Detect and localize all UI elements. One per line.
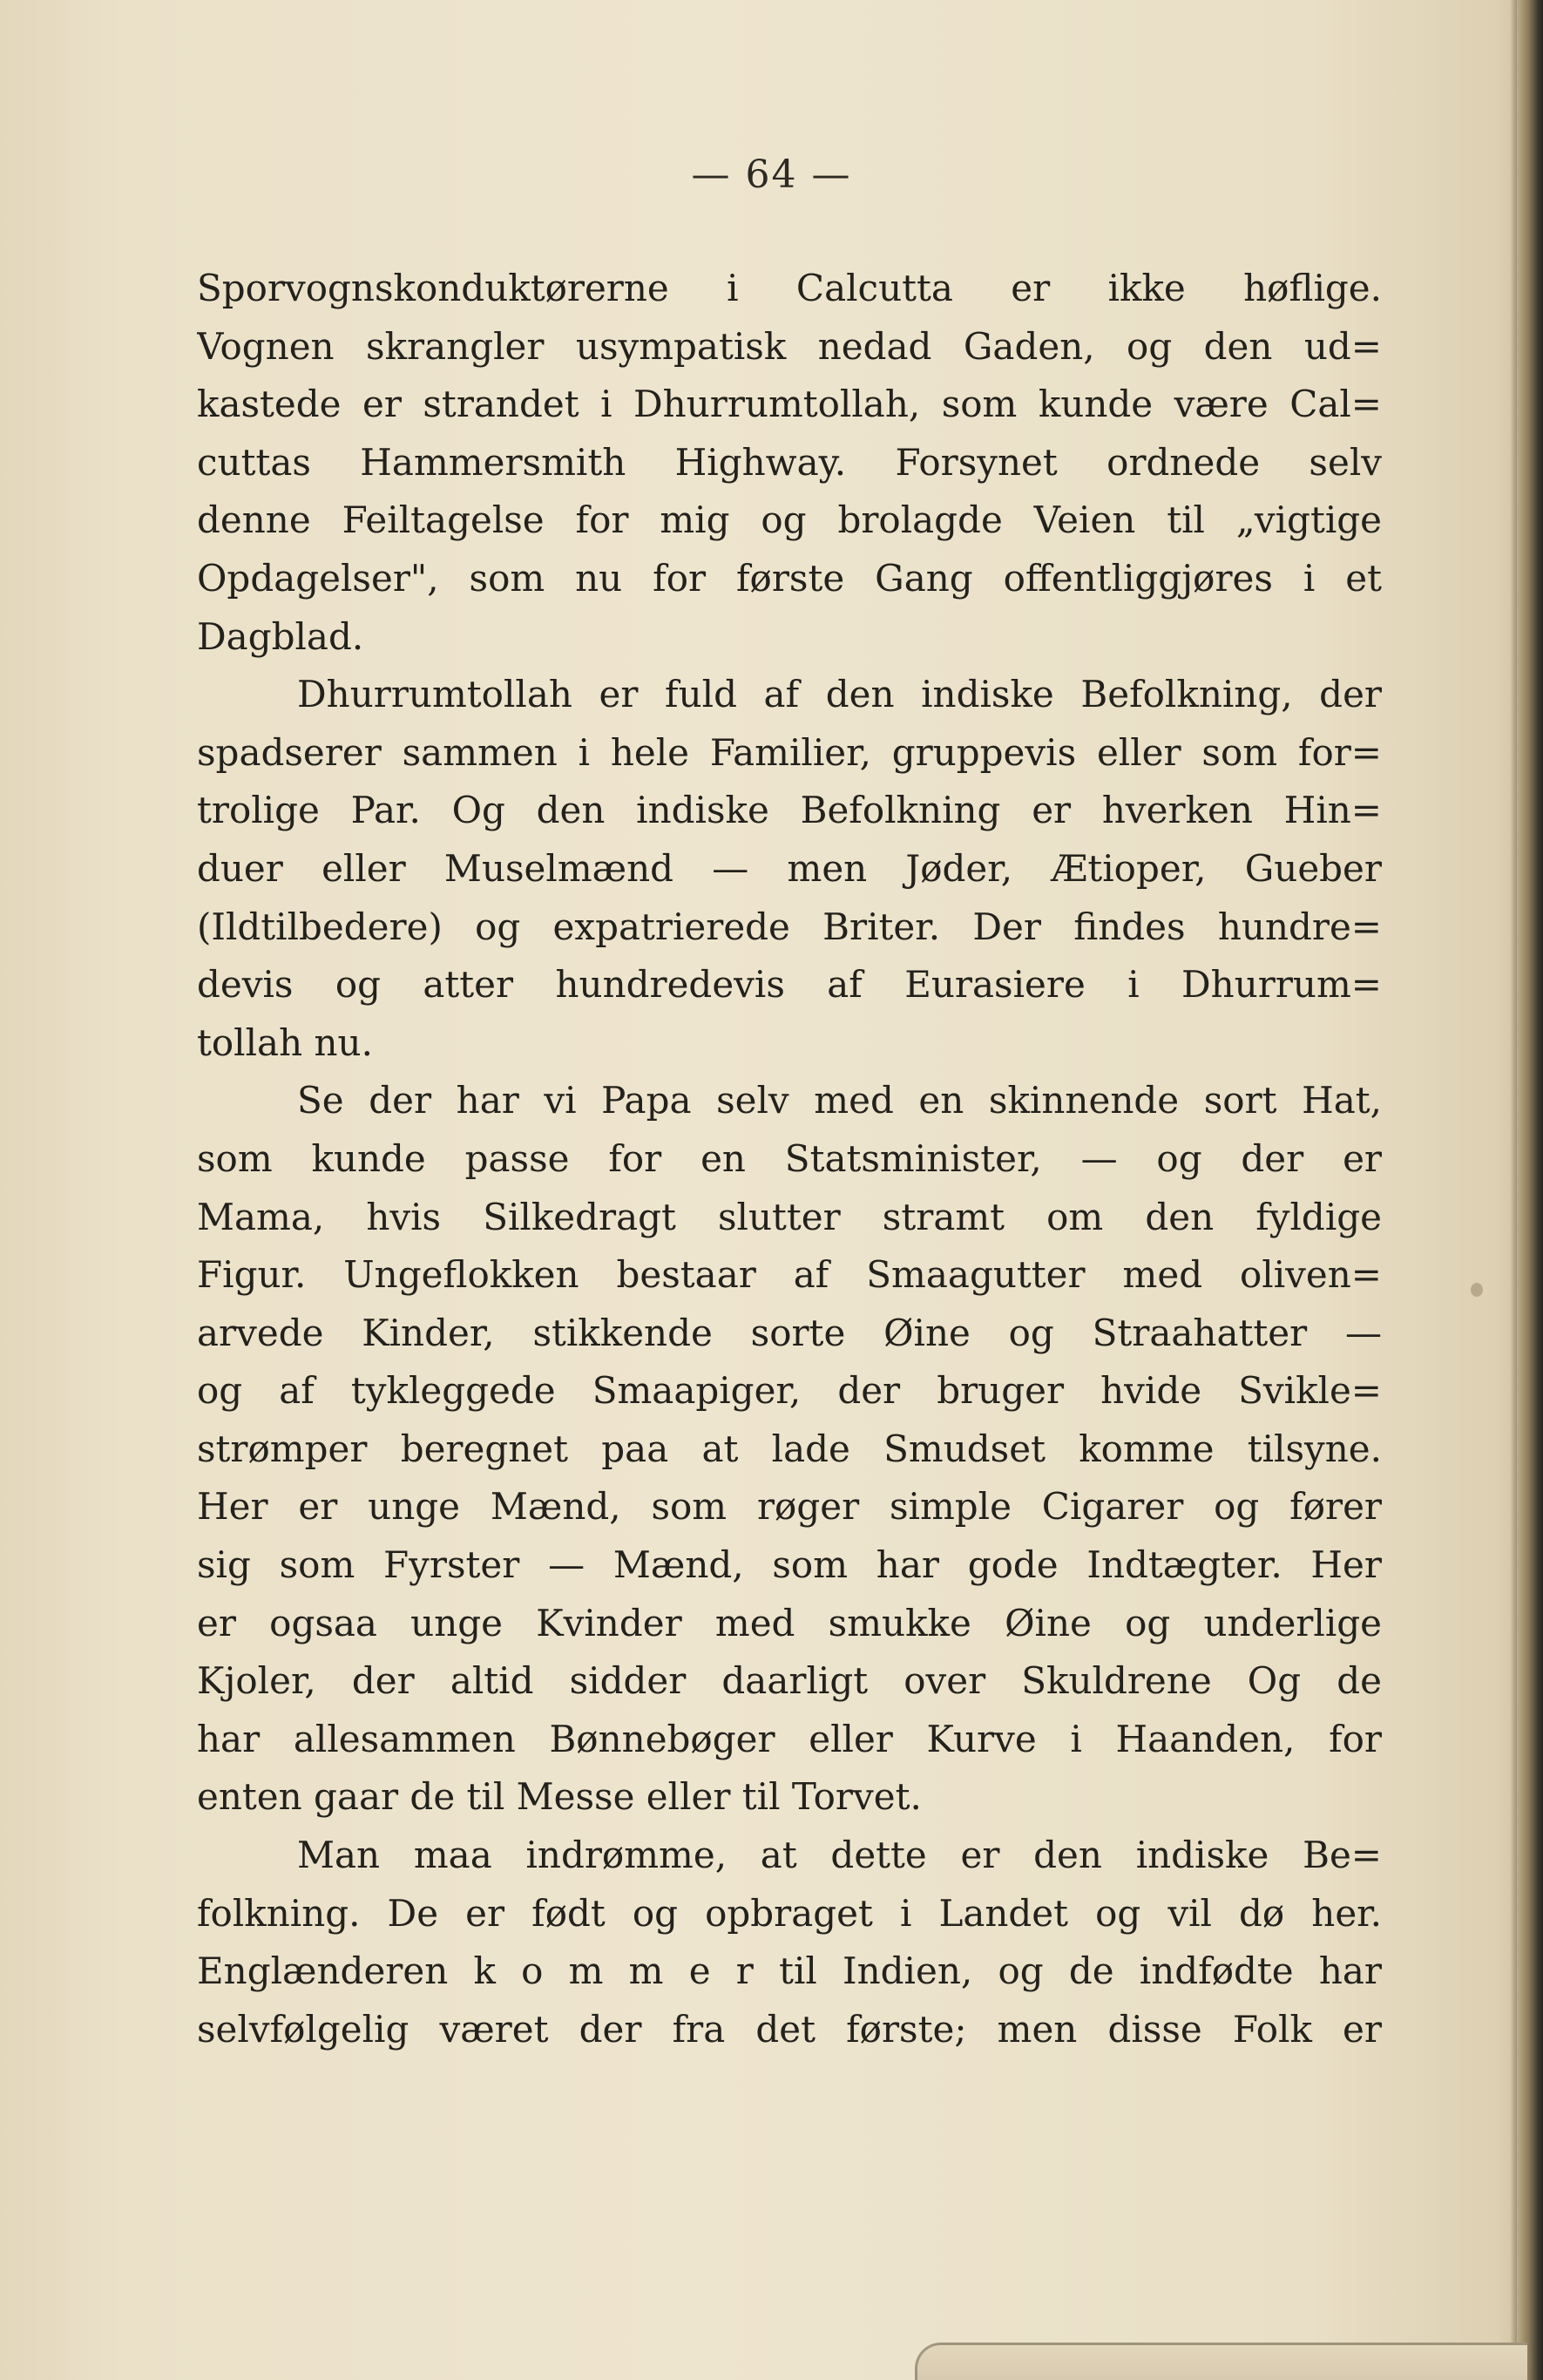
text-line: trolige Par. Og den indiske Befolkning er hverken Hin= — [197, 789, 1382, 832]
text-line: Man maa indrømme, at dette er den indiske Be= — [297, 1834, 1382, 1877]
paper-speck — [1471, 1283, 1483, 1297]
text-line: Dhurrumtollah er fuld af den indiske Befolkning, der — [297, 673, 1382, 716]
text-line: Englænderen k o m m e r til Indien, og de indfødte har — [197, 1949, 1382, 1993]
page-number: — 64 — — [691, 153, 852, 197]
text-line: Se der har vi Papa selv med en skinnende sort Hat, — [297, 1079, 1382, 1122]
text-line: Kjoler, der altid sidder daarligt over Skuldrene Og de — [197, 1659, 1382, 1703]
text-line: (Ildtilbedere) og expatrierede Briter. Der findes hundre= — [197, 905, 1382, 948]
text-line: som kunde passe for en Statsminister, — og der er — [197, 1136, 1382, 1180]
text-line: Figur. Ungeflokken bestaar af Smaagutter med oliven= — [197, 1253, 1382, 1297]
text-line: sig som Fyrster — Mænd, som har gode Indtægter. Her — [197, 1543, 1382, 1587]
body-text — [197, 260, 1382, 2058]
text-line: cuttas Hammersmith Highway. Forsynet ordnede selv — [197, 440, 1382, 484]
text-line: spadserer sammen i hele Familier, gruppevis eller som for= — [197, 730, 1382, 774]
text-line: Dagblad. — [197, 614, 364, 658]
text-line: strømper beregnet paa at lade Smudset komme tilsyne. — [197, 1427, 1382, 1470]
text-line: er ogsaa unge Kvinder med smukke Øine og underlige — [197, 1601, 1382, 1644]
text-line: enten gaar de til Messe eller til Torvet. — [197, 1775, 922, 1819]
text-line: har allesammen Bønnebøger eller Kurve i Haanden, for — [197, 1717, 1382, 1760]
text-line: Opdagelser", som nu for første Gang offentliggjøres i et — [197, 556, 1382, 600]
text-line: selvfølgelig været der fra det første; men disse Folk er — [197, 2007, 1382, 2051]
page-gutter-shadow — [1510, 0, 1517, 2380]
text-line: duer eller Muselmænd — men Jøder, Ætioper, Gueber — [197, 846, 1382, 890]
text-line: devis og atter hundredevis af Eurasiere i Dhurrum= — [197, 963, 1382, 1007]
text-line: Sporvognskonduktørerne i Calcutta er ikke høflige. — [197, 267, 1382, 309]
text-line: folkning. De er født og opbraget i Landet og vil dø her. — [197, 1891, 1382, 1935]
text-line: Mama, hvis Silkedragt slutter stramt om den fyldige — [197, 1195, 1382, 1238]
text-line: arvede Kinder, stikkende sorte Øine og Straahatter — — [197, 1311, 1382, 1354]
text-line: kastede er strandet i Dhurrumtollah, som kunde være Cal= — [197, 383, 1382, 426]
book-spine — [1517, 0, 1543, 2380]
text-line: og af tykleggede Smaapiger, der bruger hvide Svikle= — [197, 1369, 1382, 1413]
text-line: Her er unge Mænd, som røger simple Cigarer og fører — [197, 1485, 1382, 1529]
text-line: denne Feiltagelse for mig og brolagde Veien til „vigtige — [197, 498, 1382, 542]
text-line: tollah nu. — [197, 1020, 373, 1064]
page-curl — [915, 2343, 1527, 2380]
text-line: Vognen skrangler usympatisk nedad Gaden, og den ud= — [197, 324, 1382, 368]
